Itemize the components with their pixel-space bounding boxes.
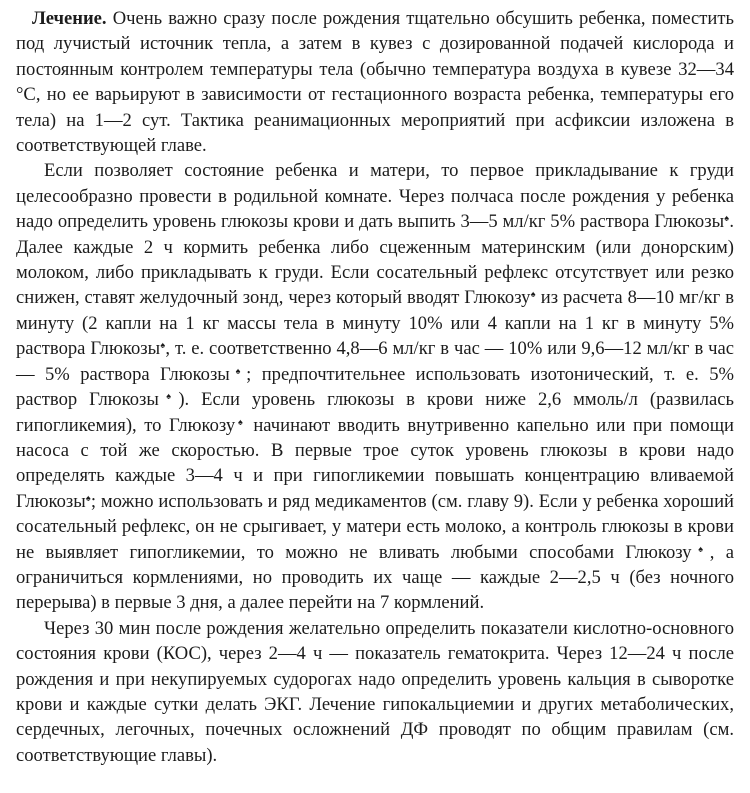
paragraph-treatment-intro [16, 6, 734, 158]
paragraph-monitoring [16, 616, 734, 768]
paragraph-feeding-glucose [16, 158, 734, 615]
text-segment: из расчета 8—10 мг/кг в минуту (2 капли на 1 кг массы тела в минуту 10% или 4 капли на 1 кг в минуту 5% раствора Глюкозы [16, 287, 734, 360]
text-segment: , а ограничиться кормлениями, но проводить их чаще — каждые 2—2,5 ч (без ночного перерыва) в первые 3 дня, а далее перейти на 7 кормлений. [16, 541, 735, 614]
spade-icon: ♠ [691, 543, 710, 554]
paragraph-text: Очень важно сразу после рождения тщательно обсушить ребенка, поместить под лучистый источник тепла, а затем в кувез с дозированной подачей кислорода и постоянным контролем температуры тела (обычно температура воздуха в кувезе 32—34 °С, но ее варьируют в зависимости от гестационного возраста ребенка, температуры его тела) на 1—2 сут. Тактика реанимационных мероприятий при асфиксии изложена в соответствующей главе. [16, 8, 734, 157]
text-segment: начинают вводить внутривенно капельно или при помощи насоса с той же скоростью. В первые трое суток уровень глюкозы в крови надо определять каждые 3—4 ч и при гипогликемии повышать концентрацию вливаемой Глюкозы [16, 414, 734, 512]
spade-icon: ♠ [235, 416, 246, 427]
spade-icon: ♠ [158, 391, 179, 402]
spade-icon: ♠ [229, 365, 247, 376]
section-heading: Лечение. [32, 8, 107, 29]
text-segment: ). Если уровень глюкозы в крови ниже 2,6 ммоль/л (развилась гипогликемия), то Глюкозу [16, 389, 734, 436]
spade-icon: ♠ [724, 213, 730, 224]
text-segment: ; предпочтительнее использовать изотонический, т. е. 5% раствор Глюкозы [16, 363, 735, 411]
spade-icon: ♠ [160, 340, 166, 351]
text-segment: ; можно использовать и ряд медикаментов (см. главу 9). Если у ребенка хороший сосательный рефлекс, он не срыгивает, у матери есть молоко, а контроль глюкозы в крови не выявляет гипогликемии, то можно не вливать любыми способами Глюкозу [16, 490, 734, 563]
paragraph-text: Через 30 мин после рождения желательно определить показатели кислотно-основного состояния крови (КОС), через 2—4 ч — показатель гематокрита. Через 12—24 ч после рождения и при некупируемых судорогах надо определить уровень кальция в сыворотке крови и каждые сутки делать ЭКГ. Лечение гипокальциемии и других метаболических, сердечных, легочных, почечных осложнений ДФ проводят по общим правилам (см. соответствующие главы). [16, 617, 734, 766]
spade-icon: ♠ [530, 289, 536, 300]
text-segment: . Далее каждые 2 ч кормить ребенка либо сцеженным материнским (или донорским) молоком, либо прикладывать к груди. Если сосательный рефлекс отсутствует или резко снижен, ставят желудочный зонд, через который вводят Глюкозу [16, 211, 734, 309]
text-segment: , т. е. соответственно 4,8—6 мл/кг в час — 10% или 9,6—12 мл/кг в час — 5% раствора Глюкозы [16, 338, 734, 385]
spade-icon: ♠ [85, 492, 91, 503]
text-segment: Если позволяет состояние ребенка и матери, то первое прикладывание к груди целесообразно провести в родильной комнате. Через полчаса после рождения у ребенка надо определить уровень глюкозы крови и дать выпить 3—5 мл/кг 5% раствора Глюкозы [16, 160, 734, 233]
